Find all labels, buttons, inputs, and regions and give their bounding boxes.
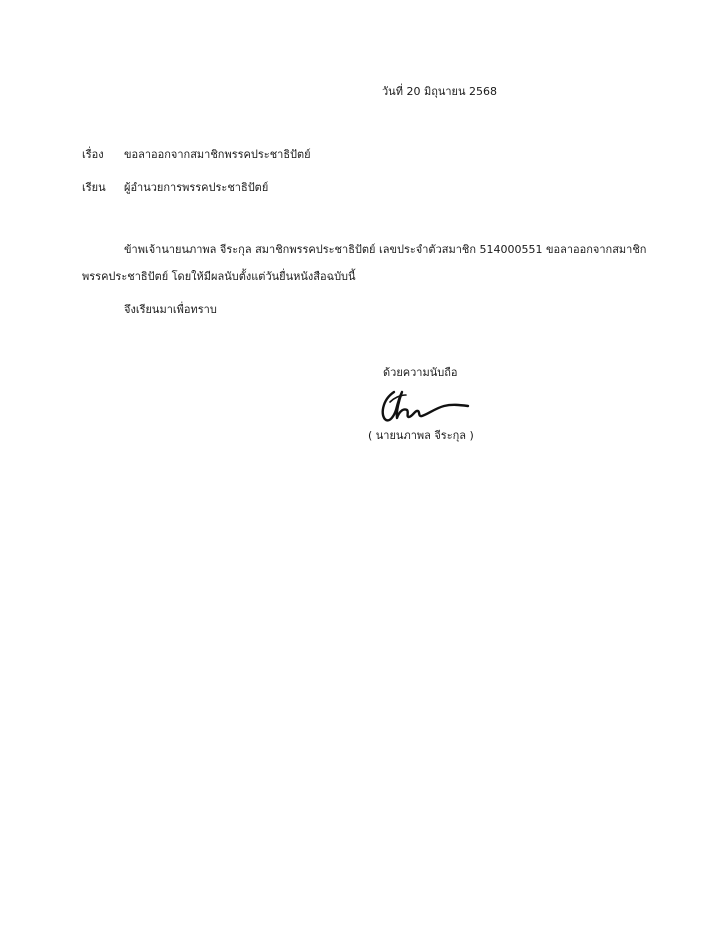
recipient-text: ผู้อำนวยการพรรคประชาธิปัตย์ [124,181,269,194]
handwritten-signature [372,386,476,426]
body-closing-sentence: จึงเรียนมาเพื่อทราบ [124,303,217,316]
subject-text: ขอลาออกจากสมาชิกพรรคประชาธิปัตย์ [124,148,311,161]
letter-date: วันที่ 20 มิถุนายน 2568 [382,85,498,98]
body-paragraph-line-2: พรรคประชาธิปัตย์ โดยให้มีผลนับตั้งแต่วันยื่นหนังสือฉบับนี้ [82,270,356,283]
recipient-label: เรียน [82,181,106,194]
subject-label: เรื่อง [82,148,104,161]
body-paragraph-line-1: ข้าพเจ้านายนภาพล จีระกุล สมาชิกพรรคประชาธิปัตย์ เลขประจำตัวสมาชิก 514000551 ขอลาออกจากสมาชิก [124,243,647,256]
closing-salutation: ด้วยความนับถือ [383,366,458,379]
signer-name: ( นายนภาพล จีระกุล ) [368,429,474,442]
